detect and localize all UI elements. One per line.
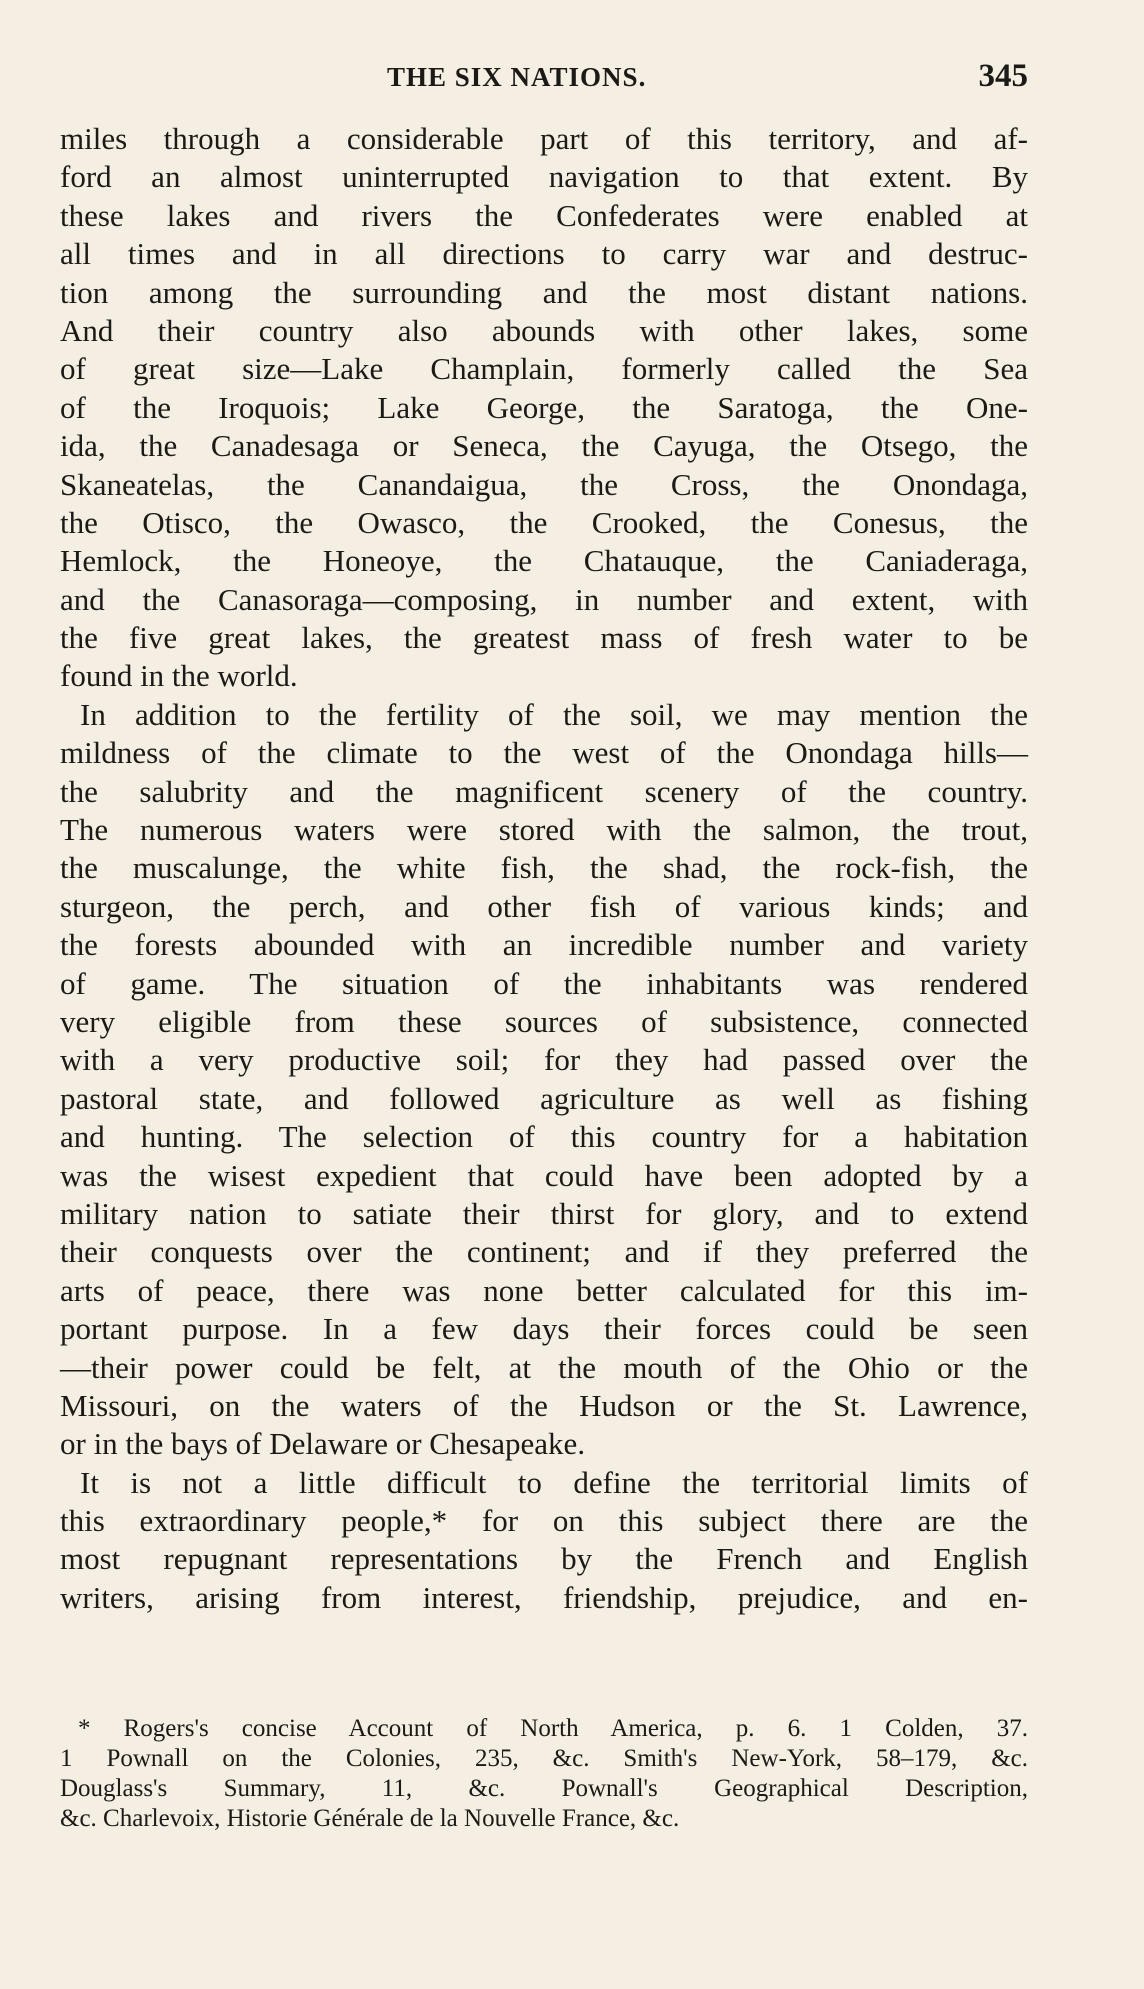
footnote-line: * Rogers's concise Account of North America, p. 6. 1 Colden, 37. (78, 1715, 1028, 1742)
footnote-line: &c. Charlevoix, Historie Générale de la Nouvelle France, &c. (60, 1805, 680, 1832)
text-line: this extraordinary people,* for on this subject there are the (60, 1503, 1028, 1539)
text-line: tion among the surrounding and the most distant nations. (60, 274, 1028, 310)
text-line: very eligible from these sources of subsistence, connected (60, 1003, 1028, 1039)
text-line: found in the world. (60, 658, 298, 694)
page-header (60, 58, 1028, 102)
text-line: and hunting. The selection of this country for a habitation (60, 1119, 1028, 1155)
text-line: miles through a considerable part of this territory, and af- (60, 121, 1028, 156)
text-line: of game. The situation of the inhabitants was rendered (60, 965, 1028, 1001)
text-line: —their power could be felt, at the mouth of the Ohio or the (60, 1349, 1028, 1385)
text-line: pastoral state, and followed agriculture as well as fishing (60, 1080, 1028, 1116)
text-line: the salubrity and the magnificent scenery of the country. (60, 773, 1028, 809)
text-line: Hemlock, the Honeoye, the Chatauque, the Caniaderaga, (60, 543, 1028, 579)
text-line: most repugnant representations by the French and English (60, 1541, 1028, 1577)
text-line: with a very productive soil; for they had passed over the (60, 1042, 1028, 1078)
text-line: The numerous waters were stored with the salmon, the trout, (60, 812, 1028, 848)
body-text (60, 120, 1028, 1617)
text-line: the Otisco, the Owasco, the Crooked, the Conesus, the (60, 504, 1028, 540)
text-line: military nation to satiate their thirst for glory, and to extend (60, 1195, 1028, 1231)
text-line: mildness of the climate to the west of the Onondaga hills— (60, 735, 1028, 771)
text-line: portant purpose. In a few days their forces could be seen (60, 1311, 1028, 1347)
running-head: THE SIX NATIONS. (387, 62, 647, 92)
text-line: of the Iroquois; Lake George, the Saratoga, the One- (60, 389, 1028, 425)
paragraph-start-line: In addition to the fertility of the soil, we may mention the (80, 696, 1028, 732)
page-number: 345 (978, 58, 1028, 94)
text-line: their conquests over the continent; and if they preferred the (60, 1234, 1028, 1270)
text-line: writers, arising from interest, friendship, prejudice, and en- (60, 1579, 1028, 1615)
text-line: all times and in all directions to carry war and destruc- (60, 236, 1028, 272)
text-line: ford an almost uninterrupted navigation to that extent. By (60, 159, 1028, 195)
text-line: And their country also abounds with other lakes, some (60, 312, 1028, 348)
text-line: arts of peace, there was none better calculated for this im- (60, 1272, 1028, 1308)
text-line: Missouri, on the waters of the Hudson or the St. Lawrence, (60, 1387, 1028, 1423)
footnote-line: Douglass's Summary, 11, &c. Pownall's Geographical Description, (60, 1775, 1028, 1802)
text-line: Skaneatelas, the Canandaigua, the Cross, the Onondaga, (60, 466, 1028, 502)
paragraph-start-line: It is not a little difficult to define the territorial limits of (80, 1464, 1028, 1500)
text-line: or in the bays of Delaware or Chesapeake. (60, 1426, 586, 1462)
text-line: sturgeon, the perch, and other fish of various kinds; and (60, 888, 1028, 924)
text-line: was the wisest expedient that could have been adopted by a (60, 1157, 1028, 1193)
text-line: and the Canasoraga—composing, in number and extent, with (60, 581, 1028, 617)
text-line: of great size—Lake Champlain, formerly called the Sea (60, 351, 1028, 387)
text-line: the forests abounded with an incredible number and variety (60, 927, 1028, 963)
text-line: ida, the Canadesaga or Seneca, the Cayuga, the Otsego, the (60, 428, 1028, 464)
text-line: the five great lakes, the greatest mass of fresh water to be (60, 620, 1028, 656)
text-line: the muscalunge, the white fish, the shad, the rock-fish, the (60, 850, 1028, 886)
text-line: these lakes and rivers the Confederates were enabled at (60, 197, 1028, 233)
footnote-line: 1 Pownall on the Colonies, 235, &c. Smith's New-York, 58–179, &c. (60, 1745, 1028, 1772)
footnotes (60, 1714, 1028, 1834)
